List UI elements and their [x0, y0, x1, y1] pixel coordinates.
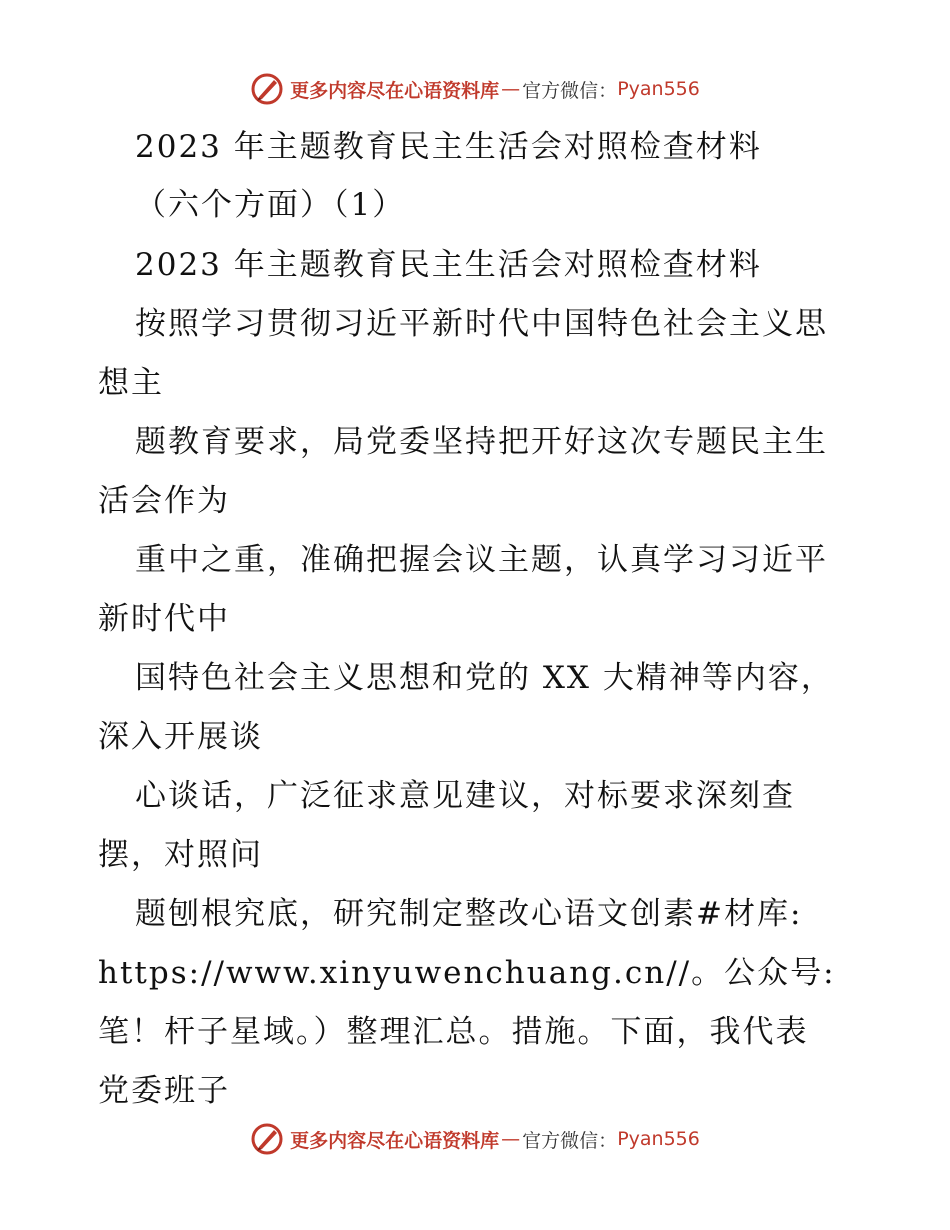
footer-watermark: [0, 1122, 950, 1156]
banner-wechat-label: 官方微信：: [522, 79, 618, 102]
banner-wechat-id: Pyan556: [617, 78, 700, 100]
text-line: 笔！杆子星域。）整理汇总。措施。下面，我代表: [98, 1014, 809, 1050]
text-line: 按照学习贯彻习近平新时代中国特色社会主义思: [135, 306, 828, 342]
text-line: 想主: [98, 365, 164, 401]
text-line: 新时代中: [98, 601, 230, 637]
banner-brand: 更多内容尽在心语资料库: [290, 79, 500, 102]
doc-title-line-2: （六个方面）（1）: [135, 187, 406, 223]
text-line: 题刨根究底，研究制定整改心语文创素#材库:: [135, 896, 803, 932]
doc-title-line-1: 2023 年主题教育民主生活会对照检查材料: [135, 129, 762, 165]
doc-heading: 2023 年主题教育民主生活会对照检查材料: [135, 247, 762, 283]
text-line: 国特色社会主义思想和党的 XX 大精神等内容，: [135, 660, 834, 696]
banner-separator: —: [501, 1128, 521, 1150]
banner-wechat-label: 官方微信：: [522, 1129, 618, 1152]
text-line: 心谈话，广泛征求意见建议，对标要求深刻查: [135, 778, 795, 814]
header-watermark: [0, 72, 950, 106]
text-line: 党委班子: [98, 1073, 230, 1109]
banner-wechat-id: Pyan556: [617, 1128, 700, 1150]
banner-separator: —: [501, 78, 521, 100]
text-line: 重中之重，准确把握会议主题，认真学习习近平: [135, 542, 828, 578]
text-line: 题教育要求，局党委坚持把开好这次专题民主生: [135, 424, 828, 460]
pen-logo-icon: [250, 72, 284, 106]
pen-logo-icon: [250, 1122, 284, 1156]
text-line-url: https://www.xinyuwenchuang.cn//。公众号:: [98, 955, 836, 991]
banner-brand: 更多内容尽在心语资料库: [290, 1129, 500, 1152]
text-line: 深入开展谈: [98, 719, 263, 755]
text-line: 活会作为: [98, 483, 230, 519]
text-line: 摆，对照问: [98, 837, 263, 873]
